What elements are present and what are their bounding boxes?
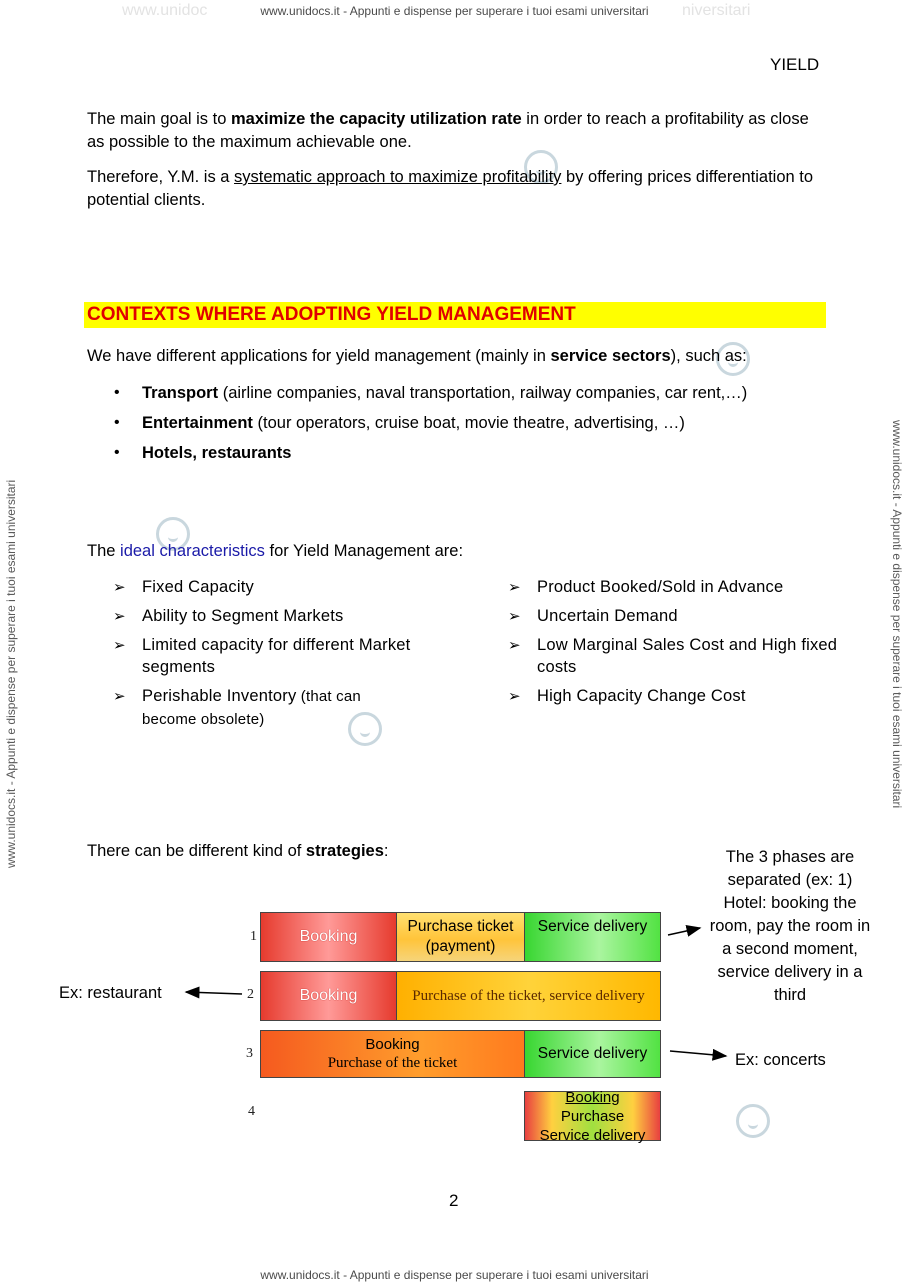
logo-watermark-icon bbox=[736, 1104, 770, 1138]
concerts-note: Ex: concerts bbox=[735, 1051, 826, 1069]
segment-label: Purchase of the ticket bbox=[327, 1055, 458, 1071]
item-text: Limited capacity for different Market segments bbox=[142, 636, 411, 676]
strategy-2-purchase-service bbox=[396, 971, 661, 1021]
intro-paragraph-2 bbox=[87, 166, 827, 212]
segment-label: (payment) bbox=[425, 938, 496, 955]
bold-run: service sectors bbox=[550, 347, 671, 365]
item-text: Fixed Capacity bbox=[142, 578, 254, 596]
text-run: in order to reach a profitability as close as possible to the maximum achievable one. bbox=[87, 110, 809, 151]
strategy-1-booking bbox=[260, 912, 397, 962]
strategy-row-number: 3 bbox=[246, 1046, 253, 1061]
list-item bbox=[112, 441, 747, 471]
watermark-left: www.unidocs.it - Appunti e dispense per superare i tuoi esami universitari bbox=[4, 479, 18, 868]
ideal-intro bbox=[87, 540, 827, 563]
list-item bbox=[508, 685, 838, 707]
text-run: : bbox=[383, 842, 389, 860]
text-run: The main goal is to bbox=[87, 110, 231, 128]
segment-label: Booking bbox=[299, 987, 358, 1004]
item-text: Product Booked/Sold in Advance bbox=[537, 578, 784, 596]
applications-list bbox=[112, 381, 747, 471]
phases-note: The 3 phases are separated (ex: 1) Hotel: booking the room, pay the room in a second moment, service delivery in a third bbox=[709, 848, 871, 1004]
restaurant-note: Ex: restaurant bbox=[59, 984, 162, 1002]
segment-label: Purchase ticket bbox=[407, 918, 514, 935]
bold-run: Entertainment bbox=[142, 414, 253, 432]
list-item bbox=[113, 605, 413, 627]
strategy-row-number: 1 bbox=[250, 929, 257, 944]
list-item bbox=[508, 605, 838, 627]
text-run: We have different applications for yield management (mainly in bbox=[87, 347, 551, 365]
text-run: (airline companies, naval transportation, railway companies, car rent,…) bbox=[218, 384, 748, 402]
segment-label: Booking bbox=[365, 1036, 420, 1053]
item-text: Ability to Segment Markets bbox=[142, 607, 344, 625]
watermark-top: www.unidocs.it - Appunti e dispense per superare i tuoi esami universitari bbox=[260, 4, 649, 18]
list-item bbox=[113, 685, 413, 731]
ideal-list-right bbox=[508, 576, 838, 714]
list-item bbox=[113, 634, 413, 678]
list-item bbox=[112, 411, 747, 441]
strategy-4-combined bbox=[524, 1088, 661, 1144]
text-run: The bbox=[87, 542, 121, 560]
segment-label: Service delivery bbox=[537, 918, 648, 935]
bold-run: strategies bbox=[305, 842, 384, 860]
segment-label: Service delivery bbox=[537, 1045, 648, 1062]
arrow-to-concerts bbox=[670, 1051, 726, 1056]
intro-paragraph-1 bbox=[87, 108, 827, 154]
bold-run: Transport bbox=[142, 384, 219, 402]
segment-label: Booking bbox=[299, 928, 358, 945]
strategy-1-purchase bbox=[396, 912, 525, 962]
highlight-run: ideal characteristics bbox=[120, 542, 265, 560]
page-header-title: YIELD bbox=[770, 55, 820, 74]
watermark-right: www.unidocs.it - Appunti e dispense per superare i tuoi esami universitari bbox=[890, 420, 904, 809]
list-item bbox=[508, 576, 838, 598]
list-item bbox=[112, 381, 747, 411]
segment-label: Booking bbox=[565, 1088, 620, 1106]
item-note: (that can become obsolete) bbox=[142, 688, 361, 728]
bold-run: maximize the capacity utilization rate bbox=[231, 110, 522, 128]
watermark-ghost-right: niversitari bbox=[682, 2, 751, 19]
text-run: Therefore, Y.M. is a bbox=[87, 168, 235, 186]
strategy-3-service bbox=[524, 1030, 661, 1078]
text-run: by offering prices differentiation to potential clients. bbox=[87, 168, 814, 209]
strategy-1-service bbox=[524, 912, 661, 962]
list-item bbox=[508, 634, 838, 678]
strategy-3-booking-purchase bbox=[260, 1030, 525, 1078]
watermark-ghost-left: www.unidoc bbox=[122, 2, 208, 19]
text-run: for Yield Management are: bbox=[264, 542, 464, 560]
segment-label: Purchase bbox=[560, 1107, 625, 1125]
segment-label: Service delivery bbox=[539, 1126, 646, 1144]
arrow-to-phases-note bbox=[668, 928, 700, 935]
applications-intro bbox=[87, 345, 827, 368]
strategy-row-number: 2 bbox=[247, 987, 254, 1002]
ideal-list-left bbox=[113, 576, 413, 738]
page-number: 2 bbox=[449, 1191, 459, 1210]
bold-run: Hotels, restaurants bbox=[142, 444, 292, 462]
underlined-run: systematic approach to maximize profitability bbox=[234, 168, 562, 186]
watermark-bottom: www.unidocs.it - Appunti e dispense per superare i tuoi esami universitari bbox=[260, 1268, 649, 1282]
item-text: High Capacity Change Cost bbox=[537, 687, 746, 705]
strategy-2-booking bbox=[260, 971, 397, 1021]
item-text: Perishable Inventory bbox=[142, 687, 297, 705]
list-item bbox=[113, 576, 413, 598]
item-text: Uncertain Demand bbox=[537, 607, 678, 625]
strategy-row-number: 4 bbox=[248, 1104, 255, 1119]
section-heading: CONTEXTS WHERE ADOPTING YIELD MANAGEMENT bbox=[84, 302, 826, 328]
text-run: There can be different kind of bbox=[87, 842, 306, 860]
item-text: Low Marginal Sales Cost and High fixed costs bbox=[537, 636, 838, 676]
text-run: ), such as: bbox=[670, 347, 747, 365]
text-run: (tour operators, cruise boat, movie theatre, advertising, …) bbox=[252, 414, 685, 432]
segment-label: Purchase of the ticket, service delivery bbox=[412, 987, 645, 1004]
arrow-to-restaurant bbox=[186, 992, 242, 994]
